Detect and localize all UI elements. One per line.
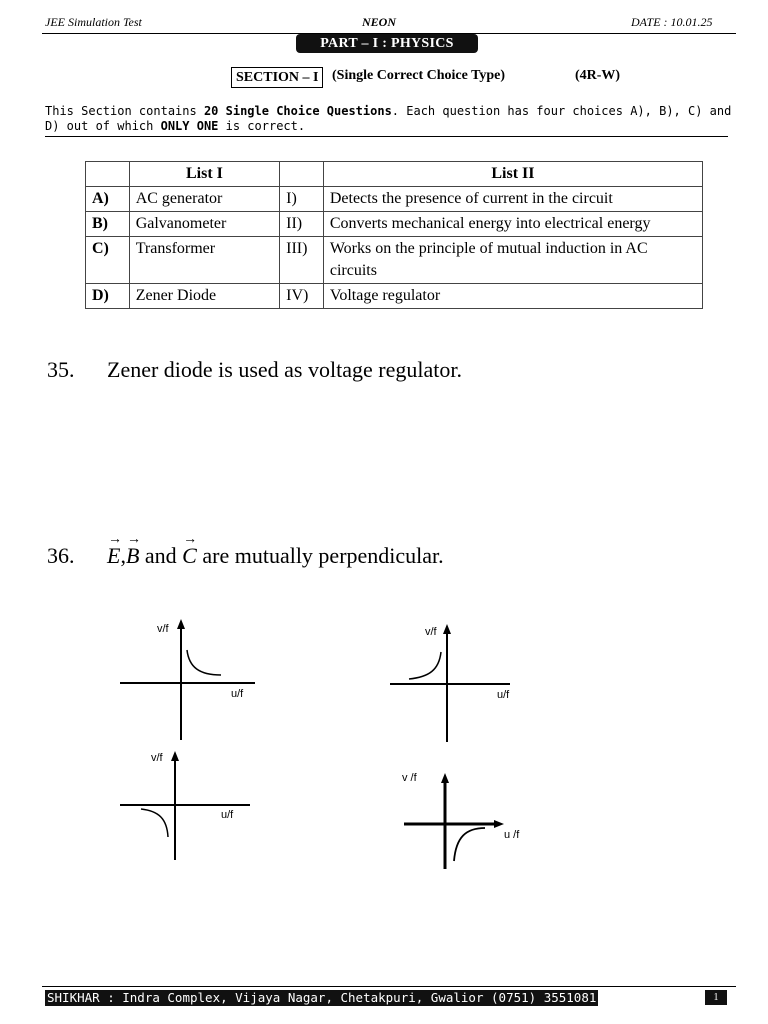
vector-b: → B [125, 532, 141, 568]
row-label: A) [86, 187, 130, 212]
roman-label: I) [280, 187, 324, 212]
table-header-list-2: List II [323, 162, 702, 187]
roman-label: II) [280, 212, 324, 237]
question-text: Zener diode is used as voltage regulator. [107, 357, 462, 382]
table-row [86, 284, 703, 309]
row-label: B) [86, 212, 130, 237]
graph-option-3 [115, 745, 265, 870]
header-batch: NEON [362, 15, 397, 29]
graph-option-1 [115, 615, 265, 745]
instructions-rule [45, 136, 728, 137]
list-1-item: Zener Diode [129, 284, 279, 309]
y-axis-label: v/f [157, 623, 169, 635]
footer-address: SHIKHAR : Indra Complex, Vijaya Nagar, Chetakpuri, Gwalior (0751) 3551081 [47, 990, 597, 1005]
x-axis-label: u/f [221, 809, 234, 821]
section-label: SECTION – I [231, 67, 323, 88]
footer-rule [42, 986, 736, 987]
table-header-cell [86, 162, 130, 187]
list-2-item: Voltage regulator [323, 284, 702, 309]
list-2-item: Converts mechanical energy into electrical energy [323, 212, 702, 237]
table-row [86, 237, 703, 284]
header-test-name: JEE Simulation Test [45, 15, 142, 29]
roman-label: III) [280, 237, 324, 284]
section-instructions: This Section contains 20 Single Choice Questions. Each question has four choices A), B), C) and D) out of which ONLY ONE is correct. [45, 104, 732, 133]
question-text: → E, → B and → C are mutually perpendicular. [107, 532, 444, 568]
part-title: PART – I : PHYSICS [296, 34, 478, 53]
list-1-item: AC generator [129, 187, 279, 212]
table-row [86, 212, 703, 237]
list-1-item: Galvanometer [129, 212, 279, 237]
table-header-list-1: List I [129, 162, 279, 187]
x-axis-label: u/f [231, 688, 244, 700]
section-code: (4R-W) [575, 68, 621, 83]
table-header-cell [280, 162, 324, 187]
matching-table [85, 161, 703, 309]
vector-arrow-icon: → [183, 532, 198, 547]
table-row [86, 187, 703, 212]
roman-label: IV) [280, 284, 324, 309]
vector-e: → E [107, 532, 122, 568]
question-number: 35. [47, 357, 75, 382]
y-axis-label: v/f [425, 626, 437, 638]
x-axis-label: u /f [504, 829, 520, 841]
list-1-item: Transformer [129, 237, 279, 284]
question-number: 36. [47, 543, 75, 568]
header-date: DATE : 10.01.25 [631, 15, 713, 29]
y-axis-label: v/f [151, 752, 163, 764]
section-type: (Single Correct Choice Type) [332, 68, 506, 83]
y-axis-label: v /f [402, 772, 417, 784]
table-header-row [86, 162, 703, 187]
vector-c: → C [182, 532, 198, 568]
row-label: C) [86, 237, 130, 284]
vector-arrow-icon: → [126, 532, 141, 547]
row-label: D) [86, 284, 130, 309]
graph-option-2 [385, 620, 535, 750]
x-axis-label: u/f [497, 689, 510, 701]
list-2-item: Detects the presence of current in the circuit [323, 187, 702, 212]
graph-option-4 [400, 765, 550, 875]
vector-arrow-icon: → [108, 532, 122, 547]
page-number: 1 [705, 990, 727, 1005]
list-2-item: Works on the principle of mutual induction in AC circuits [323, 237, 702, 284]
